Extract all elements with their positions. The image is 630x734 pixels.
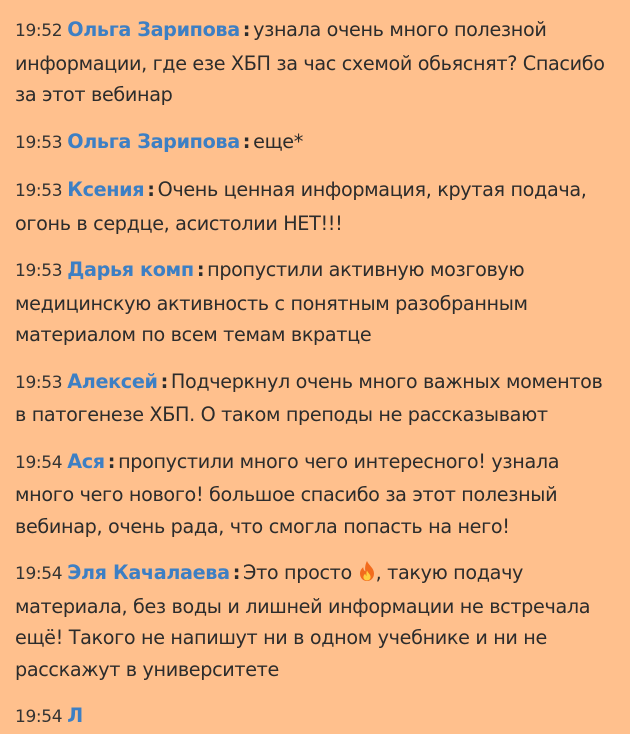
message-text: Подчеркнул очень много важных моментов в патогенезе ХБП. О таком преподы не рассказывают <box>15 369 603 426</box>
message-time: 19:53 <box>15 181 63 201</box>
chat-message <box>15 14 618 111</box>
message-author[interactable]: Ася <box>67 449 105 473</box>
author-separator: : <box>147 178 155 201</box>
message-text: Это просто <box>243 561 358 584</box>
message-time: 19:54 <box>15 452 63 473</box>
message-author[interactable]: Ксения <box>67 178 145 201</box>
message-text: пропустили много чего интересного! узнала много чего нового! большое спасибо за этот полезный вебинар, очень рада, что смогла попасть на него! <box>15 449 560 538</box>
message-text: пропустили активную мозговую медицинскую активность с понятным разобранным материалом по всем темам вкратце <box>15 258 528 346</box>
message-time: 19:54 <box>15 564 63 584</box>
message-author[interactable]: Ольга Зарипова <box>67 18 240 41</box>
message-text: узнала очень много полезной информации, где езе ХБП за час схемой обьяснят? Спасибо за этот вебинар <box>15 18 605 106</box>
chat-message <box>15 254 618 351</box>
chat-message <box>15 174 618 239</box>
message-author[interactable]: Эля Качалаева <box>67 561 230 584</box>
chat-message <box>15 366 618 431</box>
author-separator: : <box>242 129 251 153</box>
message-text-continued: , такую подачу материала, без воды и лишней информации не встречала ещё! Такого не напишут ни в одном учебнике и ни не расскажут в университете <box>15 561 591 681</box>
message-time: 19:54 <box>15 707 63 727</box>
author-separator: : <box>196 258 205 281</box>
chat-message <box>15 446 618 543</box>
message-time: 19:53 <box>15 261 63 281</box>
message-author[interactable]: Л <box>67 704 83 727</box>
message-time: 19:53 <box>15 132 63 153</box>
message-author[interactable]: Ольга Зарипова <box>67 129 240 153</box>
message-text: Очень ценная информация, крутая подача, огонь в сердце, асистолии НЕТ!!! <box>15 178 587 235</box>
fire-icon <box>358 560 376 582</box>
author-separator: : <box>160 369 168 393</box>
message-time: 19:52 <box>15 21 63 41</box>
message-author[interactable]: Алексей <box>67 369 158 393</box>
chat-message <box>15 557 618 685</box>
message-author[interactable]: Дарья комп <box>67 258 194 281</box>
chat-message <box>15 126 618 160</box>
message-time: 19:53 <box>15 372 63 393</box>
chat-message-partial <box>15 700 618 734</box>
author-separator: : <box>242 18 251 41</box>
author-separator: : <box>232 561 241 584</box>
message-text: еще* <box>253 129 304 153</box>
author-separator: : <box>107 449 116 473</box>
